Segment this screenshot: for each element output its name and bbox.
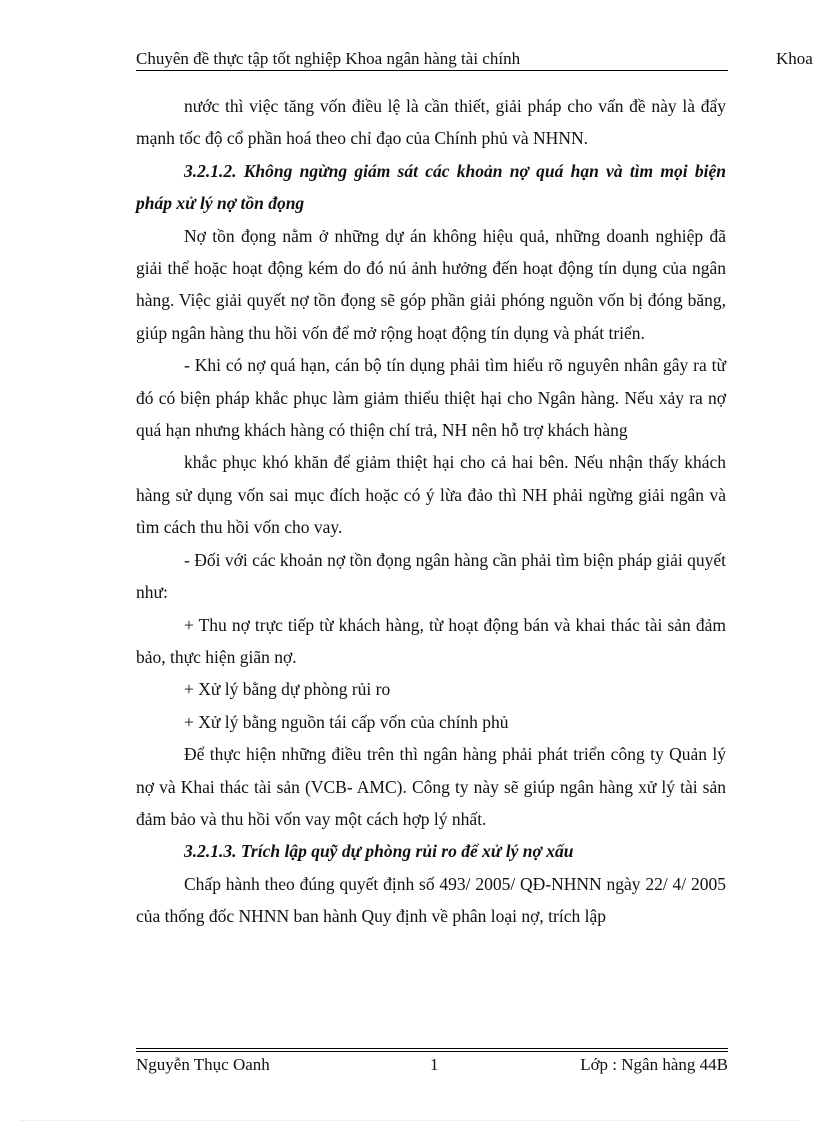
paragraph-bad-debt: Nợ tồn đọng nằm ở những dự án không hiệu quả, những doanh nghiệp đã giải thể hoặc hoạt động kém do đó nú ảnh hưởng đến hoạt động tín dụng của ngân hàng. Việc giải quyết nợ tồn đọng sẽ góp phần giải phóng nguồn vốn bị đóng băng, giúp ngân hàng thu hồi vốn để mở rộng hoạt động tín dụng và phát triển.: [136, 225, 726, 343]
footer-class: Lớp : Ngân hàng 44B: [580, 1055, 728, 1074]
list-item-direct-collection: + Thu nợ trực tiếp từ khách hàng, từ hoạt động bán và khai thác tài sản đảm bảo, thực hiện giãn nợ.: [136, 614, 726, 667]
page-header: [136, 48, 728, 71]
header-title: Chuyên đề thực tập tốt nghiệp Khoa ngân hàng tài chính: [136, 49, 521, 68]
paragraph-decision-493: Chấp hành theo đúng quyết định số 493/ 2005/ QĐ-NHNN ngày 22/ 4/ 2005 của thống đốc NHNN ban hành Quy định về phân loại nợ, trích lập: [136, 873, 726, 927]
footer-author: Nguyễn Thục Oanh: [136, 1055, 270, 1074]
paragraph-overdue-debt: - Khi có nợ quá hạn, cán bộ tín dụng phải tìm hiểu rõ nguyên nhân gây ra từ đó có biện pháp khắc phục làm giảm thiểu thiệt hại cho Ngân hàng. Nếu xảy ra nợ quá hạn nhưng khách hàng có thiện chí trả, NH nên hỗ trợ khách hàng: [136, 355, 726, 441]
paragraph-vcb-amc: Để thực hiện những điều trên thì ngân hàng phải phát triển công ty Quản lý nợ và Khai thác tài sản (VCB- AMC). Công ty này sẽ giúp ngân hàng xử lý tài sản đảm bảo và thu hồi vốn vay một cách hợp lý nhất.: [136, 744, 726, 829]
paragraph-capital-increase: nước thì việc tăng vốn điều lệ là cần thiết, giải pháp cho vấn đề này là đẩy mạnh tốc độ cổ phần hoá theo chỉ đạo của Chính phủ và NHNN.: [136, 96, 726, 149]
page-bottom-edge: [20, 1120, 800, 1121]
footer-rule-bottom: [136, 1051, 728, 1052]
paragraph-overcome-difficulties: khắc phục khó khăn để giảm thiệt hại cho cả hai bên. Nếu nhận thấy khách hàng sử dụng vốn sai mục đích hoặc có ý lừa đảo thì NH phải ngừng giải ngân và tìm cách thu hồi vốn cho vay.: [136, 452, 726, 538]
footer-rule-top: [136, 1048, 728, 1049]
page-footer: [136, 1054, 728, 1076]
section-heading-3-2-1-3: 3.2.1.3. Trích lập quỹ dự phòng rủi ro để xử lý nợ xấu: [184, 841, 574, 862]
section-heading-3-2-1-2: 3.2.1.2. Không ngừng giám sát các khoản nợ quá hạn và tìm mọi biện pháp xử lý nợ tồn đọng: [136, 160, 726, 214]
header-overflow-text: Khoa: [776, 49, 813, 68]
document-body: [136, 90, 726, 933]
list-item-risk-provision: + Xử lý bằng dự phòng rủi ro: [184, 679, 391, 700]
page-number: 1: [430, 1055, 439, 1074]
list-item-refinancing: + Xử lý bằng nguồn tái cấp vốn của chính phủ: [184, 711, 509, 732]
paragraph-outstanding-debt: - Đối với các khoản nợ tồn đọng ngân hàng cần phải tìm biện pháp giải quyết như:: [136, 549, 726, 603]
